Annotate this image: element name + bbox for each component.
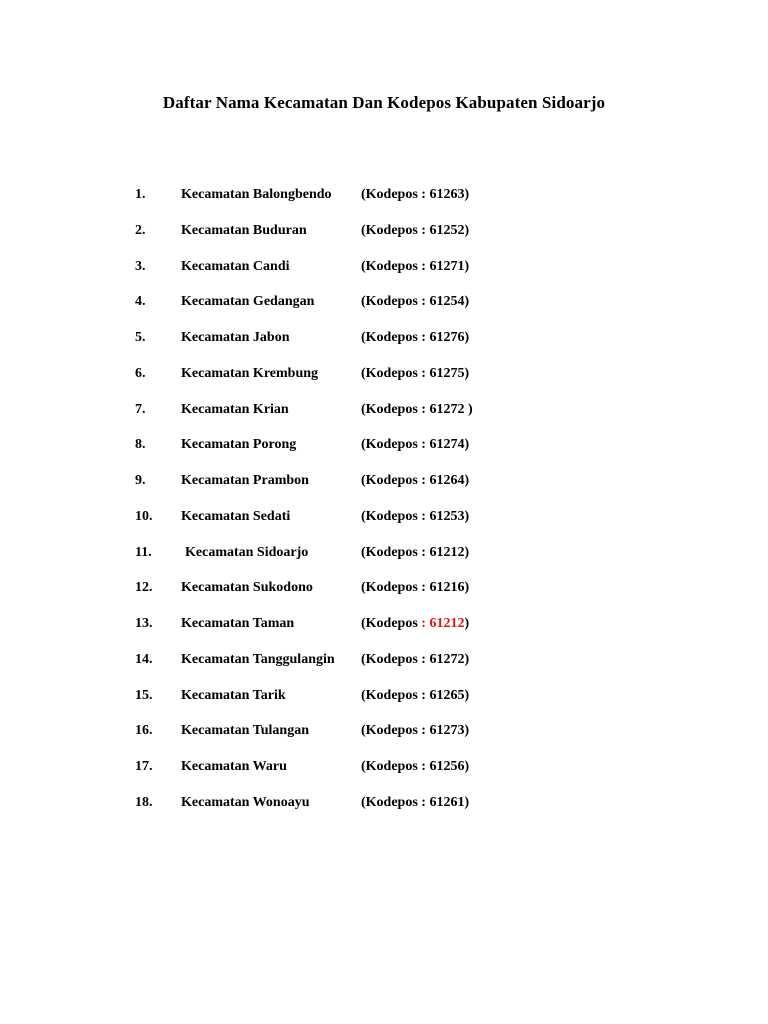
list-item xyxy=(0,578,768,614)
list-item xyxy=(0,507,768,543)
list-item xyxy=(0,292,768,328)
item-number: 12. xyxy=(135,580,153,596)
item-postal-code: (Kodepos : 61265) xyxy=(361,687,470,703)
item-number: 8. xyxy=(135,437,146,453)
item-name: Kecamatan Taman xyxy=(181,616,295,631)
list-item xyxy=(0,686,768,722)
item-number: 18. xyxy=(135,794,153,810)
list-item xyxy=(0,435,768,471)
item-postal-code: (Kodepos : 61253) xyxy=(361,508,470,524)
item-postal-code: (Kodepos : 61216) xyxy=(361,580,470,596)
item-name: Kecamatan Porong xyxy=(181,437,297,453)
item-name: Kecamatan Krian xyxy=(181,401,289,417)
item-name: Kecamatan Sedati xyxy=(181,508,291,524)
item-postal-code: (Kodepos : 61252) xyxy=(361,222,470,238)
item-name: Kecamatan Krembung xyxy=(181,365,319,381)
page-title: Daftar Nama Kecamatan Dan Kodepos Kabupaten Sidoarjo xyxy=(162,93,606,112)
list-item xyxy=(0,400,768,436)
item-name: Kecamatan Sidoarjo xyxy=(185,544,309,560)
item-postal-code: (Kodepos : 61263) xyxy=(361,187,470,202)
item-number: 4. xyxy=(135,294,146,310)
list-item xyxy=(0,364,768,400)
item-postal-code: (Kodepos : 61212) xyxy=(361,544,470,560)
list-item xyxy=(0,757,768,793)
item-number: 2. xyxy=(135,222,146,238)
list-item xyxy=(0,471,768,507)
list-item xyxy=(0,185,768,221)
item-name: Kecamatan Sukodono xyxy=(181,580,313,596)
item-postal-code: (Kodepos : 61254) xyxy=(361,294,470,310)
item-postal-code: (Kodepos : 61274) xyxy=(361,437,470,453)
item-number: 14. xyxy=(135,651,153,667)
item-postal-code: (Kodepos : 61275) xyxy=(361,365,470,381)
item-name: Kecamatan Candi xyxy=(181,258,290,274)
item-postal-code: (Kodepos : 61272) xyxy=(361,651,470,667)
item-number: 11. xyxy=(135,544,152,560)
item-postal-code: (Kodepos : 61271) xyxy=(361,258,470,274)
item-postal-code: (Kodepos : 61256) xyxy=(361,759,470,774)
item-postal-code: (Kodepos : 61212) xyxy=(361,616,470,631)
item-name: Kecamatan Tulangan xyxy=(181,723,309,739)
item-postal-code: (Kodepos : 61261) xyxy=(361,794,470,810)
item-number: 7. xyxy=(135,401,146,417)
item-number: 16. xyxy=(135,723,153,739)
list-item xyxy=(0,614,768,650)
item-number: 13. xyxy=(135,616,153,631)
item-name: Kecamatan Gedangan xyxy=(181,294,315,310)
item-number: 10. xyxy=(135,508,153,524)
item-name: Kecamatan Wonoayu xyxy=(181,794,310,810)
item-number: 1. xyxy=(135,187,146,202)
item-number: 6. xyxy=(135,365,146,381)
item-number: 17. xyxy=(135,759,153,774)
list-item xyxy=(0,650,768,686)
item-postal-code: (Kodepos : 61264) xyxy=(361,473,470,488)
list-item xyxy=(0,721,768,757)
item-postal-code: (Kodepos : 61276) xyxy=(361,330,470,345)
item-number: 9. xyxy=(135,473,146,488)
item-name: Kecamatan Prambon xyxy=(181,473,309,488)
kecamatan-list xyxy=(0,185,768,829)
item-postal-code: (Kodepos : 61273) xyxy=(361,723,470,739)
list-item xyxy=(0,328,768,364)
list-item xyxy=(0,257,768,293)
item-postal-code: (Kodepos : 61272 ) xyxy=(361,401,473,417)
item-name: Kecamatan Balongbendo xyxy=(181,187,332,202)
highlighted-postal-code: : 61212 xyxy=(421,616,465,631)
item-name: Kecamatan Buduran xyxy=(181,222,307,238)
list-item xyxy=(0,793,768,829)
item-name: Kecamatan Tanggulangin xyxy=(181,651,335,667)
item-number: 5. xyxy=(135,330,146,345)
item-name: Kecamatan Tarik xyxy=(181,687,286,703)
list-item xyxy=(0,221,768,257)
item-name: Kecamatan Jabon xyxy=(181,330,290,345)
item-number: 15. xyxy=(135,687,153,703)
item-number: 3. xyxy=(135,258,146,274)
item-name: Kecamatan Waru xyxy=(181,759,287,774)
list-item xyxy=(0,543,768,579)
